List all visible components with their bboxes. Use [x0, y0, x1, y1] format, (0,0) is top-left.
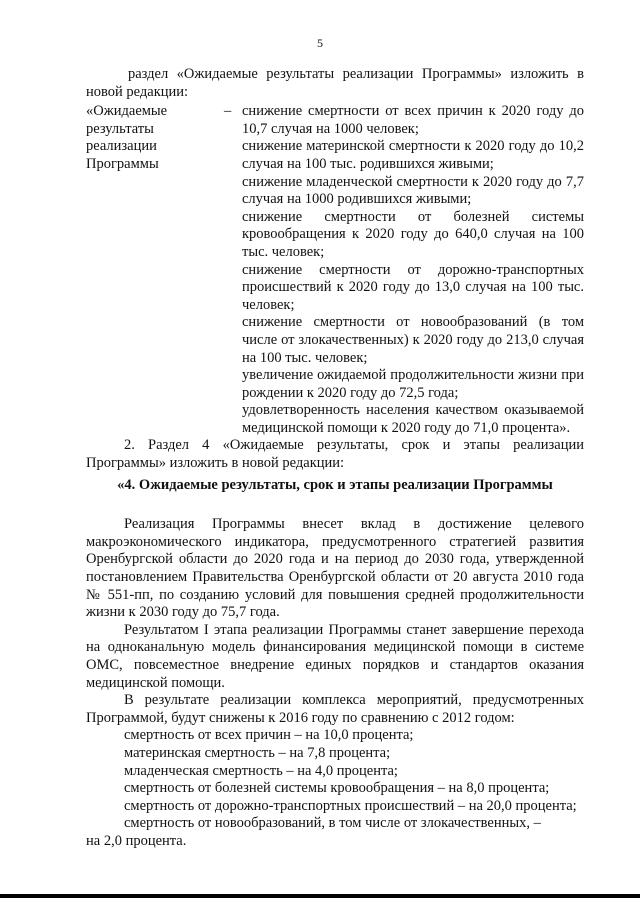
result-item: снижение смертности от болезней системы кровообращения к 2020 году до 640,0 случая на 100 тыс. человек;	[242, 208, 584, 260]
reductions-list	[86, 727, 584, 833]
reduction-item: смертность от новообразований, в том числе от злокачественных, –	[124, 815, 541, 832]
results-label-line: Программы	[86, 155, 159, 172]
reduction-item: младенческая смертность – на 4,0 процента;	[124, 762, 398, 779]
result-item: снижение смертности от новообразований (в том числе от злокачественных) к 2020 году до 213,0 случая на 100 тыс. человек;	[242, 314, 584, 366]
bottom-rule	[0, 894, 640, 898]
results-items	[242, 103, 584, 437]
reduction-item: смертность от болезней системы кровообращения – на 8,0 процента;	[124, 780, 550, 797]
reduction-item: смертность от дорожно-транспортных происшествий – на 20,0 процента;	[124, 797, 577, 814]
expected-results-block	[86, 103, 584, 437]
result-item: снижение младенческой смертности к 2020 году до 7,7 случая на 1000 родившихся живыми;	[242, 173, 584, 208]
results-dash: –	[224, 103, 232, 120]
result-item: удовлетворенность населения качеством оказываемой медицинской помощи к 2020 году до 71,0 процента».	[242, 402, 584, 436]
result-item: увеличение ожидаемой продолжительности жизни при рождении к 2020 году до 72,5 года;	[242, 367, 584, 401]
page-number: 5	[317, 36, 323, 50]
result-item: снижение смертности от всех причин к 2020 году до 10,7 случая на 1000 человек;	[242, 103, 584, 137]
results-label-line: реализации	[86, 138, 157, 155]
results-label	[86, 103, 212, 437]
result-item: снижение материнской смертности к 2020 году до 10,2 случая на 100 тыс. родившихся живыми;	[242, 138, 584, 172]
intro-paragraph: раздел «Ожидаемые результаты реализации Программы» изложить в новой редакции:	[86, 66, 584, 100]
results-label-line: «Ожидаемые	[86, 103, 168, 120]
body-paragraph: Реализация Программы внесет вклад в достижение целевого макроэкономического индикатора, предусмотренного стратегией развития Оренбургской области до 2020 года и на период до 2030 года, утвержденной постановлением Правительства Оренбургской области от 20 августа 2010 года № 551-пп, по созданию условий для повышения средней продолжительности жизни к 2030 году до 75,7 года.	[86, 516, 584, 621]
section-title: «4. Ожидаемые результаты, срок и этапы реализации Программы	[117, 476, 553, 493]
body-paragraph: Результатом I этапа реализации Программы станет завершение перехода на одноканальную модель финансирования медицинской помощи в системе ОМС, повсеместное внедрение единых порядков и стандартов оказания медицинской помощи.	[86, 621, 584, 691]
reduction-item: материнская смертность – на 7,8 процента;	[124, 744, 391, 761]
reduction-item: смертность от всех причин – на 10,0 процента;	[124, 727, 414, 744]
reduction-item-continuation: на 2,0 процента.	[86, 832, 187, 849]
document-body	[86, 66, 584, 851]
item-2-paragraph: 2. Раздел 4 «Ожидаемые результаты, срок и этапы реализации Программы» изложить в новой редакции:	[86, 437, 584, 472]
body-paragraph: В результате реализации комплекса мероприятий, предусмотренных Программой, будут снижены к 2016 году по сравнению с 2012 годом:	[86, 692, 584, 726]
result-item: снижение смертности от дорожно-транспортных происшествий к 2020 году до 13,0 случая на 100 тыс. человек;	[242, 261, 584, 313]
results-label-line: результаты	[86, 120, 154, 137]
